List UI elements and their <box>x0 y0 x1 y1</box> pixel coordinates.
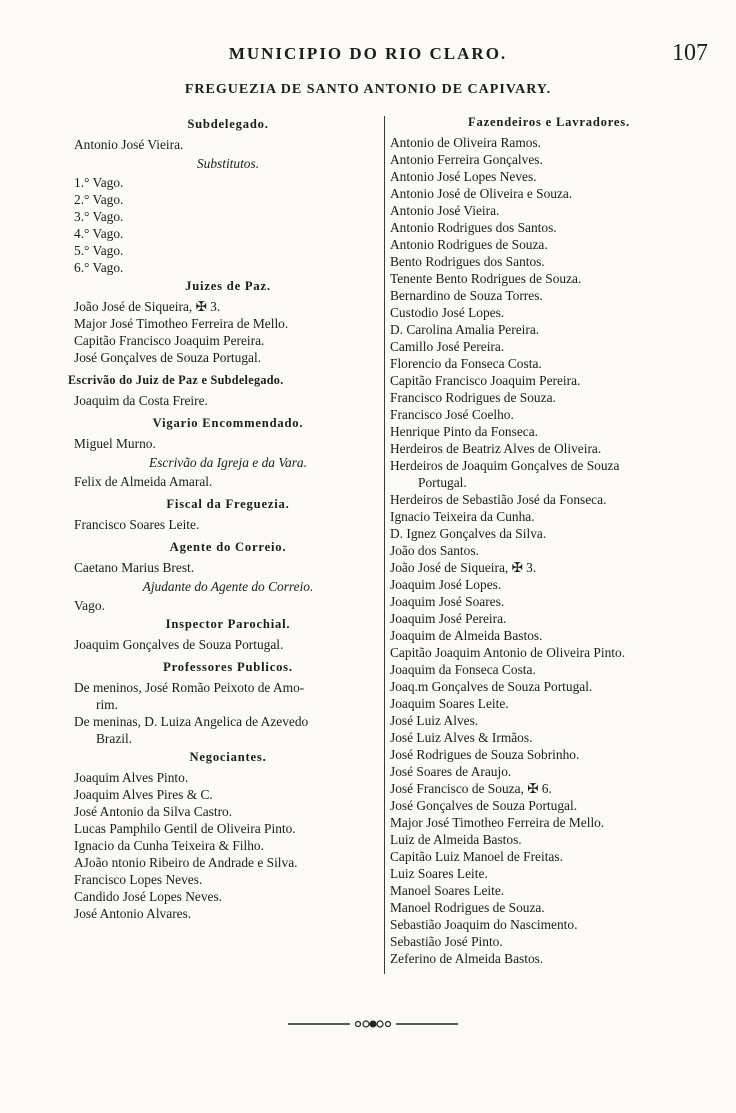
negociante-entry: AJoão ntonio Ribeiro de Andrade e Silva. <box>74 855 298 870</box>
fazendeiro-entry: Major José Timotheo Ferreira de Mello. <box>390 815 605 830</box>
fazendeiro-entry: José Luiz Alves. <box>390 713 479 728</box>
negociante-entry: Candido José Lopes Neves. <box>74 889 223 904</box>
fazendeiro-entry: Joaq.m Gonçalves de Souza Portugal. <box>390 679 593 694</box>
section-heading-escrivao-juiz: Escrivão do Juiz de Paz e Subdelegado. <box>68 373 284 387</box>
substituto-entry: 3.° Vago. <box>74 209 124 224</box>
fazendeiros-list <box>388 134 710 967</box>
escrivao-juiz-entry: Joaquim da Costa Freire. <box>74 393 208 408</box>
fazendeiro-entry: João José de Siqueira, ✠ 3. <box>390 560 537 575</box>
negociante-entry: Lucas Pamphilo Gentil de Oliveira Pinto. <box>74 821 296 836</box>
ajudante-entry: Vago. <box>74 598 105 613</box>
fazendeiro-entry: Herdeiros de Sebastião José da Fonseca. <box>390 492 607 507</box>
fazendeiro-entry: Tenente Bento Rodrigues de Souza. <box>390 271 582 286</box>
negociante-entry: Joaquim Alves Pires & C. <box>74 787 213 802</box>
running-title: MUNICIPIO DO RIO CLARO. <box>228 44 508 63</box>
fazendeiro-entry: Capitão Francisco Joaquim Pereira. <box>390 373 581 388</box>
professor-entry: De meninos, José Romão Peixoto de Amo- <box>74 680 305 695</box>
fazendeiro-entry: Camillo José Pereira. <box>390 339 505 354</box>
fazendeiro-entry: Antonio Ferreira Gonçalves. <box>390 152 543 167</box>
subdelegado-entry: Antonio José Vieira. <box>74 137 184 152</box>
fazendeiro-entry: Bernardino de Souza Torres. <box>390 288 543 303</box>
fazendeiro-entry: José Francisco de Souza, ✠ 6. <box>390 781 552 796</box>
fazendeiro-entry: Joaquim José Lopes. <box>390 577 502 592</box>
inspector-entry: Joaquim Gonçalves de Souza Portugal. <box>74 637 284 652</box>
substituto-entry: 6.° Vago. <box>74 260 124 275</box>
section-heading-escrivao-igreja: Escrivão da Igreja e da Vara. <box>149 455 307 470</box>
fiscal-entry: Francisco Soares Leite. <box>74 517 200 532</box>
fazendeiro-entry: Bento Rodrigues dos Santos. <box>390 254 545 269</box>
fazendeiro-entry: Antonio José Vieira. <box>390 203 500 218</box>
fazendeiro-entry: Sebastião Joaquim do Nascimento. <box>390 917 578 932</box>
juiz-entry: João José de Siqueira, ✠ 3. <box>74 299 221 314</box>
negociante-entry: José Antonio da Silva Castro. <box>74 804 233 819</box>
fazendeiro-entry: José Gonçalves de Souza Portugal. <box>390 798 578 813</box>
section-heading-vigario: Vigario Encommendado. <box>152 416 304 430</box>
agente-entry: Caetano Marius Brest. <box>74 560 195 575</box>
fazendeiro-entry: Manoel Rodrigues de Souza. <box>390 900 545 915</box>
substituto-entry: 2.° Vago. <box>74 192 124 207</box>
fazendeiro-entry: José Soares de Araujo. <box>390 764 512 779</box>
fazendeiro-entry: Zeferino de Almeida Bastos. <box>390 951 544 966</box>
fazendeiro-entry: D. Carolina Amalia Pereira. <box>390 322 540 337</box>
fazendeiro-entry: Joaquim da Fonseca Costa. <box>390 662 536 677</box>
fazendeiro-entry: Custodio José Lopes. <box>390 305 505 320</box>
fazendeiro-entry: Antonio Rodrigues de Souza. <box>390 237 548 252</box>
fazendeiro-entry: José Luiz Alves & Irmãos. <box>390 730 533 745</box>
fazendeiro-entry: Sebastião José Pinto. <box>390 934 503 949</box>
left-column <box>68 114 382 922</box>
section-heading-inspector: Inspector Parochial. <box>165 617 291 631</box>
fazendeiro-entry: Francisco Rodrigues de Souza. <box>390 390 556 405</box>
fazendeiro-entry: D. Ignez Gonçalves da Silva. <box>390 526 547 541</box>
fazendeiro-entry: Joaquim José Soares. <box>390 594 505 609</box>
juiz-entry: Major José Timotheo Ferreira de Mello. <box>74 316 289 331</box>
juiz-entry: Capitão Francisco Joaquim Pereira. <box>74 333 265 348</box>
section-heading-substitutos: Substitutos. <box>196 156 260 171</box>
fazendeiro-entry: Antonio Rodrigues dos Santos. <box>390 220 557 235</box>
fazendeiro-entry: Antonio José Lopes Neves. <box>390 169 537 184</box>
right-column <box>388 114 710 967</box>
fazendeiro-entry: Herdeiros de Joaquim Gonçalves de Souza <box>390 458 620 473</box>
section-heading-professores: Professores Publicos. <box>163 660 293 674</box>
column-divider <box>384 116 385 974</box>
fazendeiro-entry: Portugal. <box>418 475 467 490</box>
fazendeiro-entry: Joaquim José Pereira. <box>390 611 507 626</box>
professor-entry-continuation: rim. <box>96 697 118 712</box>
section-heading-fazendeiros: Fazendeiros e Lavradores. <box>468 115 630 129</box>
fazendeiro-entry: Ignacio Teixeira da Cunha. <box>390 509 535 524</box>
parish-title: FREGUEZIA DE SANTO ANTONIO DE CAPIVARY. <box>184 82 552 97</box>
fazendeiro-entry: Florencio da Fonseca Costa. <box>390 356 542 371</box>
professor-entry-continuation: Brazil. <box>96 731 133 746</box>
fazendeiro-entry: Luiz Soares Leite. <box>390 866 488 881</box>
fazendeiro-entry: Antonio de Oliveira Ramos. <box>390 135 541 150</box>
fazendeiro-entry: Joaquim de Almeida Bastos. <box>390 628 543 643</box>
section-heading-fiscal: Fiscal da Freguezia. <box>166 497 290 511</box>
juiz-entry: José Gonçalves de Souza Portugal. <box>74 350 262 365</box>
fazendeiro-entry: Manoel Soares Leite. <box>390 883 505 898</box>
fazendeiro-entry: Capitão Luiz Manoel de Freitas. <box>390 849 563 864</box>
fazendeiro-entry: João dos Santos. <box>390 543 479 558</box>
substituto-entry: 1.° Vago. <box>74 175 124 190</box>
fazendeiro-entry: Herdeiros de Beatriz Alves de Oliveira. <box>390 441 602 456</box>
negociante-entry: José Antonio Alvares. <box>74 906 192 921</box>
negociante-entry: Ignacio da Cunha Teixeira & Filho. <box>74 838 264 853</box>
page-header <box>0 40 736 68</box>
fazendeiro-entry: Luiz de Almeida Bastos. <box>390 832 522 847</box>
section-heading-negociantes: Negociantes. <box>189 750 267 764</box>
section-heading-agente: Agente do Correio. <box>169 540 287 554</box>
section-heading-subdelegado: Subdelegado. <box>187 117 269 131</box>
fazendeiro-entry: Henrique Pinto da Fonseca. <box>390 424 539 439</box>
page-number: 107 <box>672 40 708 66</box>
fazendeiro-entry: Antonio José de Oliveira e Souza. <box>390 186 573 201</box>
professor-entry: De meninas, D. Luiza Angelica de Azevedo <box>74 714 309 729</box>
fazendeiro-entry: Francisco José Coelho. <box>390 407 514 422</box>
negociante-entry: Francisco Lopes Neves. <box>74 872 203 887</box>
fazendeiro-entry: Joaquim Soares Leite. <box>390 696 509 711</box>
ornament-divider <box>288 1016 458 1032</box>
substituto-entry: 5.° Vago. <box>74 243 124 258</box>
fazendeiro-entry: Capitão Joaquim Antonio de Oliveira Pinto. <box>390 645 626 660</box>
escrivao-igreja-entry: Felix de Almeida Amaral. <box>74 474 213 489</box>
fazendeiro-entry: José Rodrigues de Souza Sobrinho. <box>390 747 580 762</box>
vigario-entry: Miguel Murno. <box>74 436 156 451</box>
section-heading-juizes: Juizes de Paz. <box>185 279 271 293</box>
substituto-entry: 4.° Vago. <box>74 226 124 241</box>
section-heading-ajudante: Ajudante do Agente do Correio. <box>142 579 314 594</box>
negociante-entry: Joaquim Alves Pinto. <box>74 770 189 785</box>
